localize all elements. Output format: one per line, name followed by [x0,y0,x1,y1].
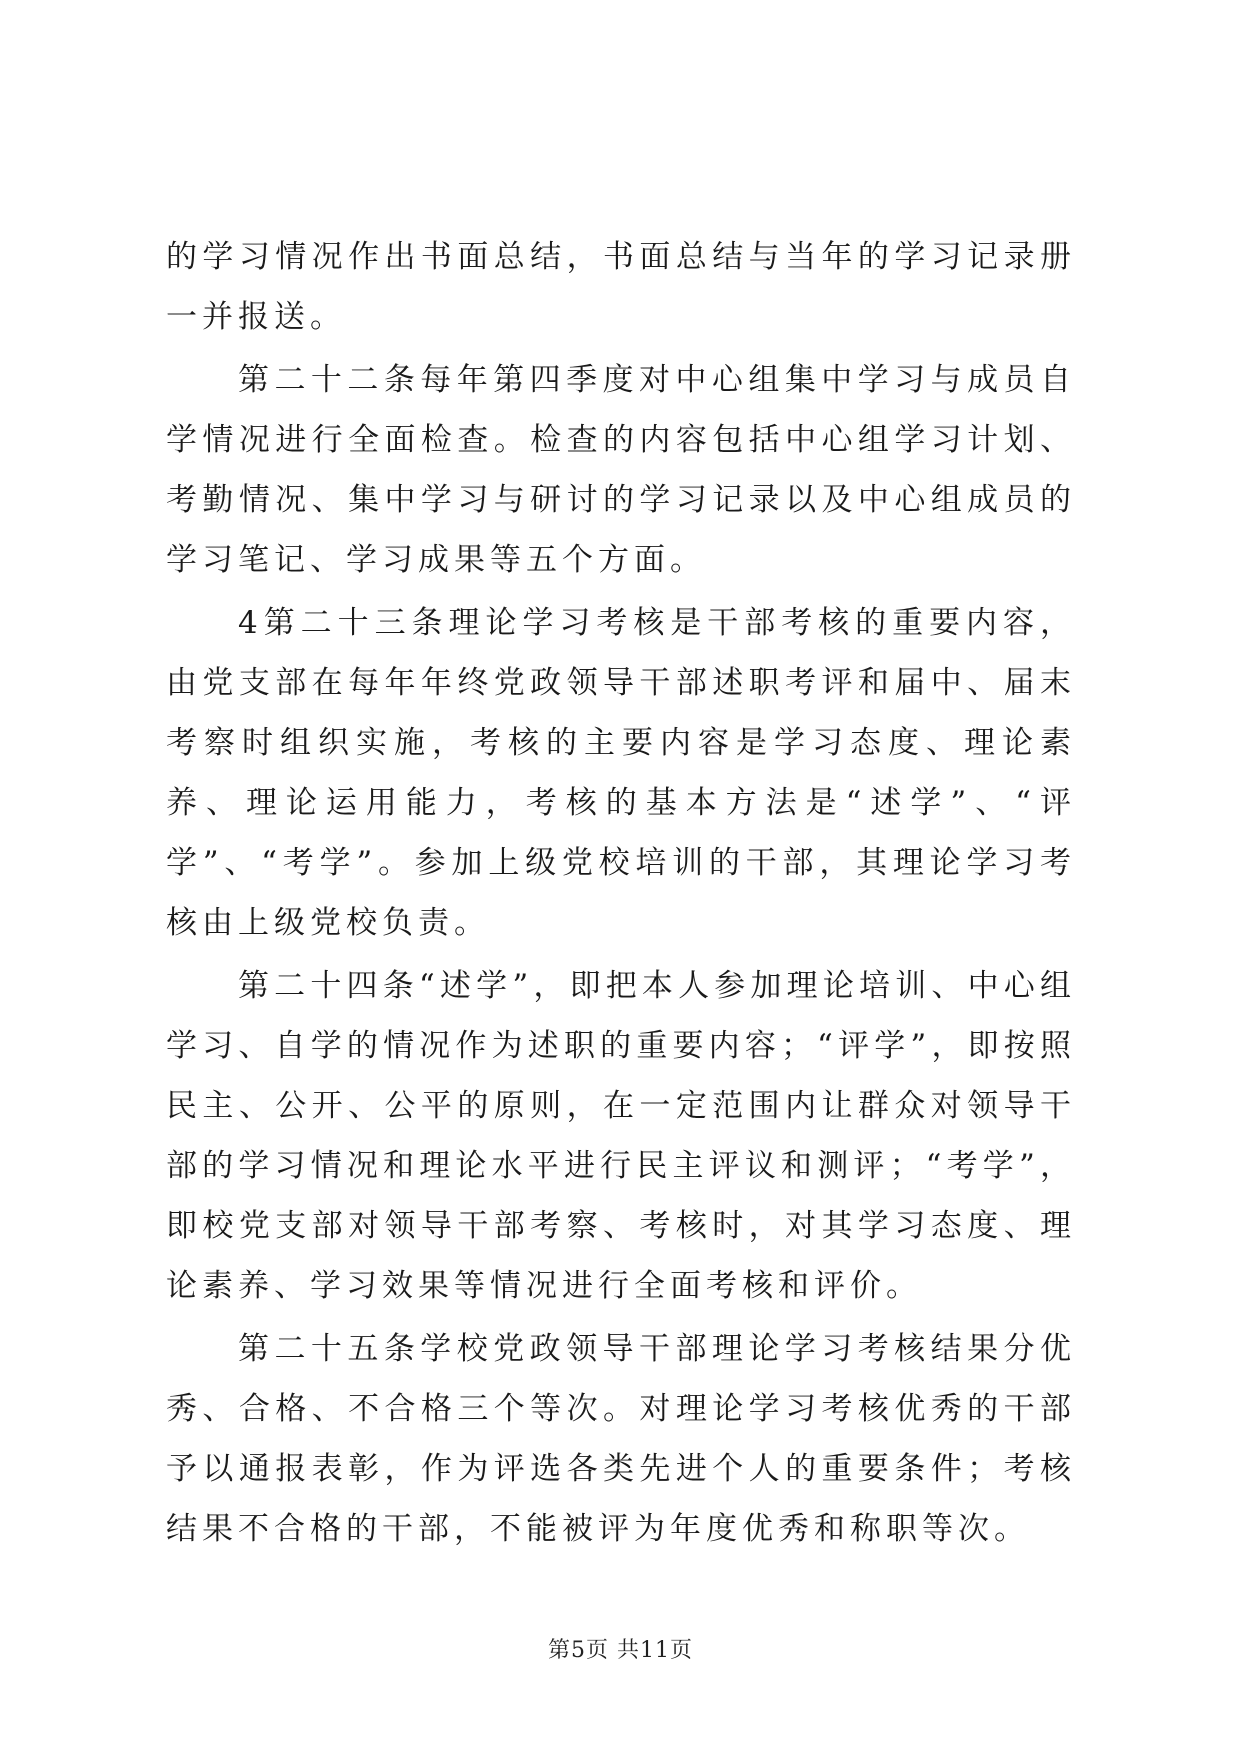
paragraph-article-24: 第二十四条“述学”，即把本人参加理论培训、中心组学习、自学的情况作为述职的重要内容；“评学”，即按照民主、公开、公平的原则，在一定范围内让群众对领导干部的学习情况和理论水平进行民主评议和测评；“考学”，即校党支部对领导干部考察、考核时，对其学习态度、理论素养、学习效果等情况进行全面考核和评价。 [166,968,1076,1304]
paragraph-article-25: 第二十五条学校党政领导干部理论学习考核结果分优秀、合格、不合格三个等次。对理论学习考核优秀的干部予以通报表彰，作为评选各类先进个人的重要条件；考核结果不合格的干部，不能被评为年度优秀和称职等次。 [166,1331,1076,1547]
paragraph-article-22: 第二十二条每年第四季度对中心组集中学习与成员自学情况进行全面检查。检查的内容包括中心组学习计划、考勤情况、集中学习与研讨的学习记录以及中心组成员的学习笔记、学习成果等五个方面。 [166,362,1076,578]
paragraph-continuation: 的学习情况作出书面总结，书面总结与当年的学习记录册一并报送。 [166,239,1076,335]
document-body [166,227,1076,1562]
page-number-footer: 第5页 共11页 [548,1638,693,1663]
paragraph-article-23: 4第二十三条理论学习考核是干部考核的重要内容，由党支部在每年年终党政领导干部述职考评和届中、届末考察时组织实施，考核的主要内容是学习态度、理论素养、理论运用能力，考核的基本方法是“述学”、“评学”、“考学”。参加上级党校培训的干部，其理论学习考核由上级党校负责。 [166,605,1076,941]
